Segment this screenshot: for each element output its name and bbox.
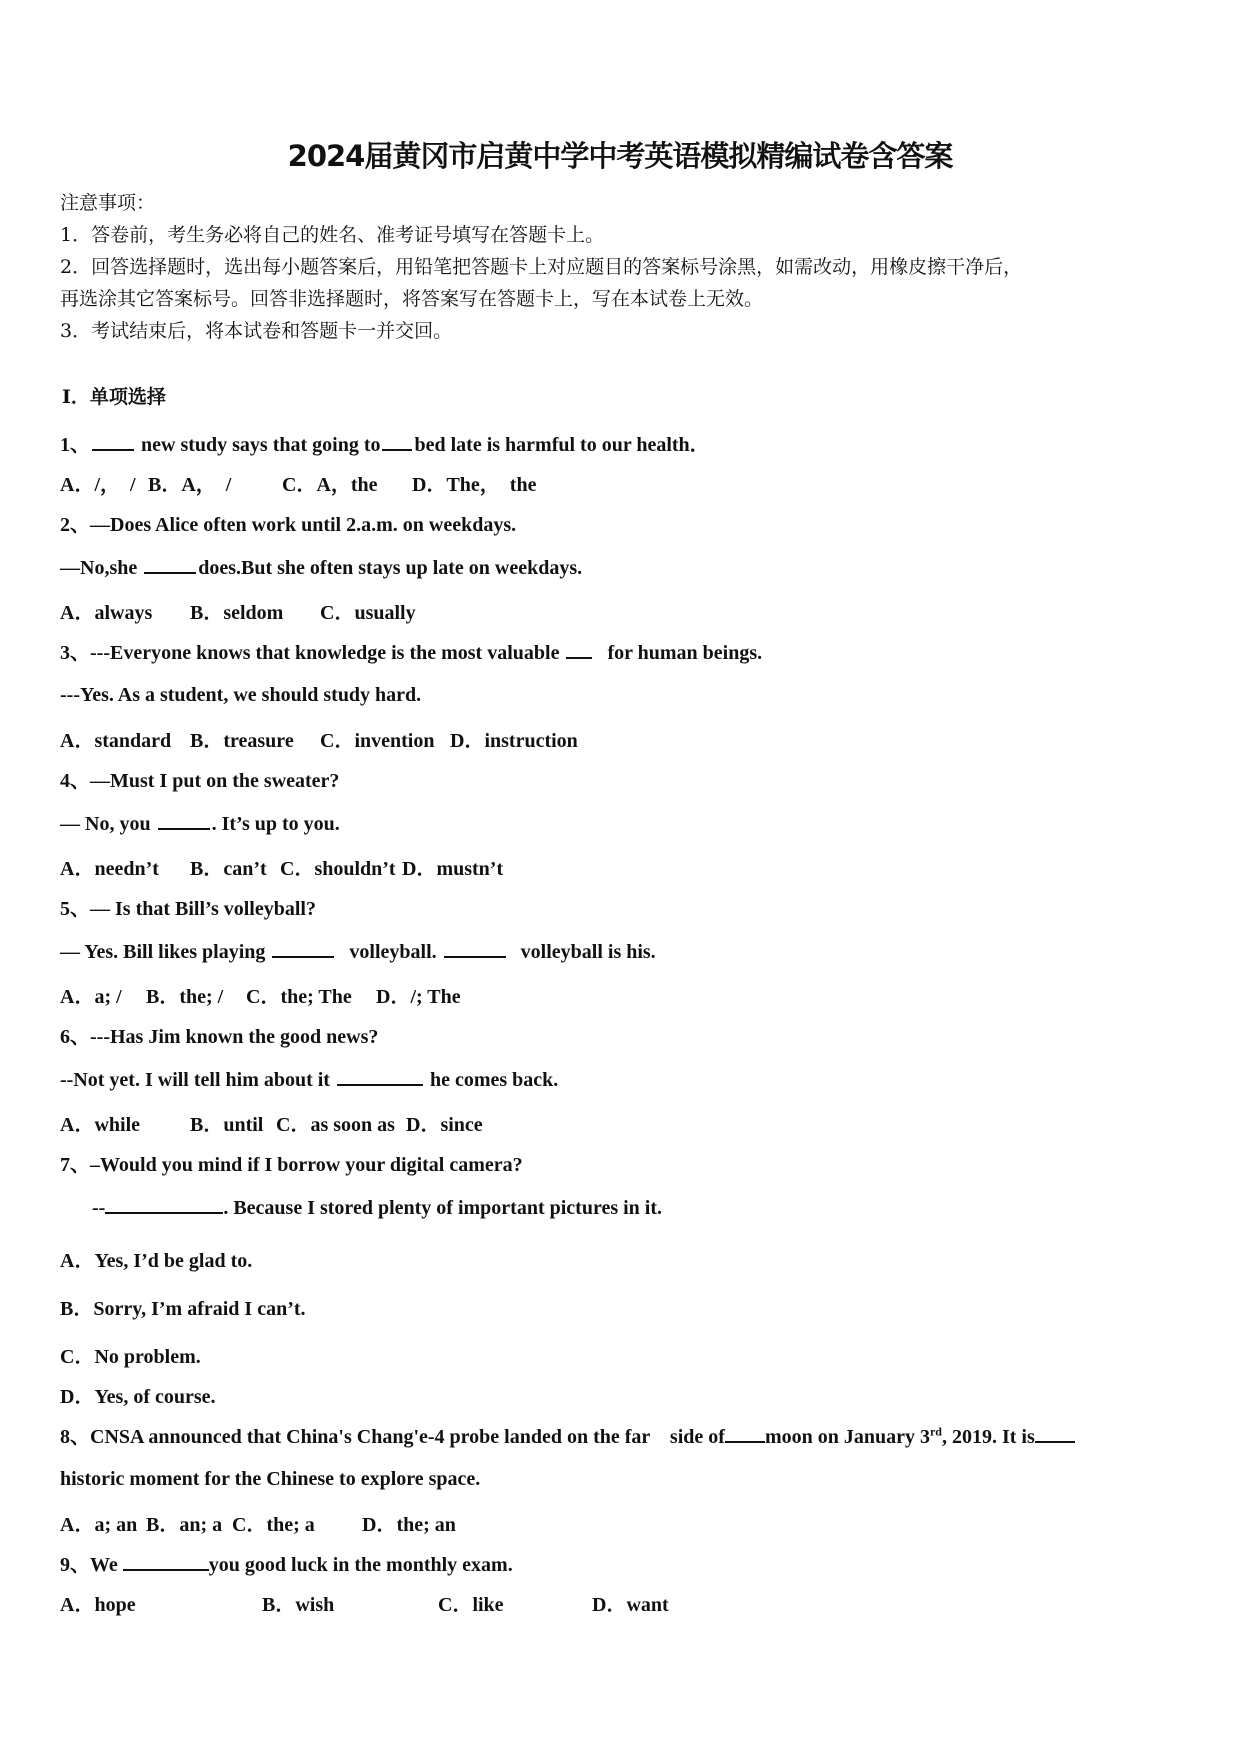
notice-item-1: 1．答卷前，考生务必将自己的姓名、准考证号填写在答题卡上。 [60, 224, 605, 246]
question-3: 3、---Everyone knows that knowledge is the most valuable for human beings. [60, 642, 763, 664]
question-3-reply: ---Yes. As a student, we should study hard. [60, 684, 422, 706]
option-a: A．a; an [60, 1514, 138, 1536]
question-number: 2、 [60, 514, 90, 536]
answer-blank [158, 812, 210, 830]
option-a: A．needn’t [60, 858, 159, 880]
option-b: B．seldom [190, 602, 284, 624]
option-d: D．instruction [450, 730, 578, 752]
answer-blank [105, 1196, 223, 1214]
question-number: 3、 [60, 642, 90, 664]
question-7-reply: -- . Because I stored plenty of important pictures in it. [92, 1197, 663, 1219]
question-2-reply: —No,she does.But she often stays up late on weekdays. [60, 557, 583, 579]
notice-item-2-cont: 再选涂其它答案标号。回答非选择题时，将答案写在答题卡上，写在本试卷上无效。 [60, 288, 764, 310]
question-5-options [60, 980, 461, 1009]
option-c: C．as soon as [276, 1114, 395, 1136]
notice-heading: 注意事项： [60, 192, 156, 214]
question-1: 1、 new study says that going to bed late is harmful to our health． [60, 434, 710, 456]
option-d: D．since [406, 1114, 483, 1136]
option-d: D．want [592, 1594, 669, 1616]
option-d: D．The， the [412, 474, 537, 496]
option-a: A．/， / [60, 474, 136, 496]
question-7: 7、–Would you mind if I borrow your digital camera? [60, 1154, 523, 1176]
answer-blank [382, 433, 412, 451]
question-5-reply: — Yes. Bill likes playing volleyball. volleyball is his. [60, 941, 656, 963]
answer-blank [566, 641, 592, 659]
section-heading: Ⅰ．单项选择 [62, 386, 166, 408]
question-number: 8、 [60, 1426, 90, 1448]
question-number: 7、 [60, 1154, 90, 1176]
option-a: A．always [60, 602, 153, 624]
answer-blank [725, 1425, 765, 1443]
option-b: B．until [190, 1114, 264, 1136]
option-b: B．the; / [146, 986, 224, 1008]
option-a: A．standard [60, 730, 172, 752]
question-7-option-c: C．No problem. [60, 1346, 201, 1368]
option-b: B．an; a [146, 1514, 223, 1536]
question-3-options [60, 724, 578, 753]
question-4-reply: — No, you . It’s up to you. [60, 813, 340, 835]
option-d: D．/; The [376, 986, 461, 1008]
option-a: A．a; / [60, 986, 122, 1008]
question-7-option-d: D．Yes, of course. [60, 1386, 216, 1408]
question-4-options [60, 852, 503, 881]
question-2-options [60, 596, 416, 625]
answer-blank [444, 940, 506, 958]
page-title: 2024届黄冈市启黄中学中考英语模拟精编试卷含答案 [287, 139, 953, 173]
option-c: C．like [438, 1594, 504, 1616]
question-6: 6、---Has Jim known the good news? [60, 1026, 379, 1048]
question-5: 5、— Is that Bill’s volleyball? [60, 898, 316, 920]
option-a: A．while [60, 1114, 140, 1136]
option-b: B．can’t [190, 858, 267, 880]
option-d: D．the; an [362, 1514, 456, 1536]
option-c: C．invention [320, 730, 435, 752]
option-c: C．the; The [246, 986, 352, 1008]
answer-blank [272, 940, 334, 958]
option-d: D．mustn’t [402, 858, 504, 880]
answer-blank [92, 433, 134, 451]
question-1-options [60, 468, 536, 497]
answer-blank [1035, 1425, 1075, 1443]
question-number: 9、 [60, 1554, 90, 1576]
option-b: B．A， / [148, 474, 232, 496]
option-b: B．wish [262, 1594, 335, 1616]
question-9: 9、We you good luck in the monthly exam. [60, 1554, 513, 1576]
answer-blank [144, 556, 196, 574]
notice-item-2: 2．回答选择题时，选出每小题答案后，用铅笔把答题卡上对应题目的答案标号涂黑，如需改动，用橡皮擦干净后， [60, 256, 1023, 278]
question-8-options [60, 1508, 456, 1537]
question-6-options [60, 1108, 483, 1137]
question-number: 1、 [60, 434, 90, 456]
option-c: C．shouldn’t [280, 858, 396, 880]
question-4: 4、—Must I put on the sweater? [60, 770, 340, 792]
question-6-reply: --Not yet. I will tell him about it he comes back. [60, 1069, 559, 1091]
option-a: A．hope [60, 1594, 136, 1616]
option-b: B．treasure [190, 730, 294, 752]
option-c: C．the; a [232, 1514, 315, 1536]
question-9-options [60, 1588, 669, 1617]
question-number: 4、 [60, 770, 90, 792]
question-7-option-a: A．Yes, I’d be glad to. [60, 1250, 253, 1272]
question-number: 5、 [60, 898, 90, 920]
question-2: 2、—Does Alice often work until 2.a.m. on weekdays. [60, 514, 517, 536]
question-number: 6、 [60, 1026, 90, 1048]
question-8: 8、CNSA announced that China's Chang'e-4 probe landed on the far side of moon on January 3rd, 2019. It is [60, 1420, 1075, 1449]
answer-blank [123, 1553, 209, 1571]
question-8-line2: historic moment for the Chinese to explore space. [60, 1468, 481, 1490]
answer-blank [337, 1068, 423, 1086]
question-7-option-b: B．Sorry, I’m afraid I can’t. [60, 1298, 306, 1320]
option-c: C．A，the [282, 474, 378, 496]
notice-item-3: 3．考试结束后，将本试卷和答题卡一并交回。 [60, 320, 453, 342]
option-c: C．usually [320, 602, 416, 624]
